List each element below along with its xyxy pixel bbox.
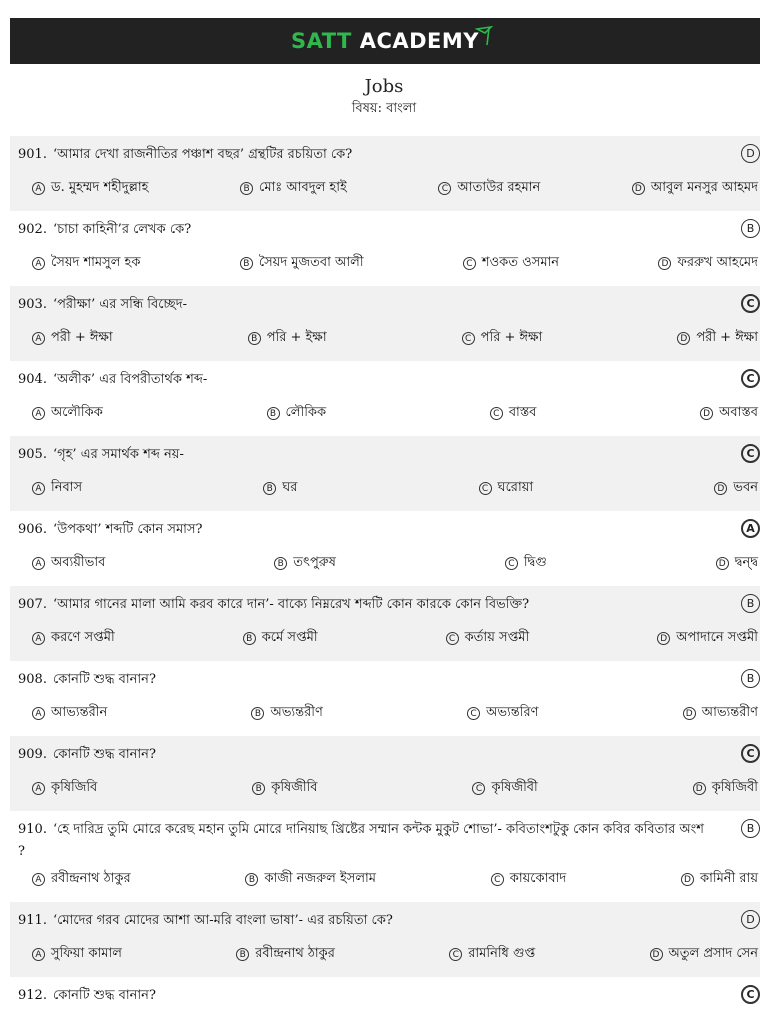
page-title: Jobs [364, 76, 404, 97]
options-row [10, 322, 760, 355]
option-d[interactable] [657, 628, 758, 649]
option-letter-badge: C [449, 948, 462, 961]
question-number: 902. [18, 222, 47, 237]
option-a[interactable] [32, 253, 140, 274]
option-c[interactable] [449, 944, 535, 965]
option-text: কায়কোবাদ [509, 871, 567, 886]
brand-satt: SATT [290, 29, 352, 53]
option-letter-badge: B [236, 948, 249, 961]
option-text: দ্বিগু [523, 555, 547, 570]
option-b[interactable] [245, 869, 376, 890]
question-text [10, 669, 172, 691]
option-letter-badge: A [32, 948, 45, 961]
option-letter-badge: C [479, 482, 492, 495]
option-text: ড. মুহম্মদ শহীদুল্লাহ [51, 180, 149, 195]
option-c[interactable] [467, 703, 538, 724]
option-letter-badge: B [252, 782, 265, 795]
option-a[interactable] [32, 703, 107, 724]
answer-badge: B [741, 819, 760, 838]
option-text: সৈয়দ শামসুল হক [51, 255, 141, 270]
question-number: 901. [18, 147, 47, 162]
option-text: কর্মে সপ্তমী [261, 630, 318, 645]
option-d[interactable] [681, 869, 758, 890]
option-b[interactable] [240, 178, 347, 199]
option-text: দ্বন্দ্ব [734, 555, 758, 570]
question-body: ‘আমার গানের মালা আমি করব কারে দান’- বাক্যে নিম্নরেখ শব্দটি কোন কারকে কোন বিভক্তি? [52, 597, 530, 612]
option-letter-badge: B [245, 873, 258, 886]
answer-badge: C [741, 985, 760, 1004]
option-c[interactable] [472, 778, 537, 799]
option-letter-badge: D [677, 332, 690, 345]
question-number: 908. [18, 672, 47, 687]
option-a[interactable] [32, 944, 122, 965]
option-a[interactable] [32, 628, 115, 649]
option-text: সুফিয়া কামাল [51, 946, 122, 961]
question-number: 906. [18, 522, 47, 537]
question-item [10, 661, 760, 736]
option-letter-badge: C [446, 632, 459, 645]
question-item [10, 361, 760, 436]
question-body: কোনটি শুদ্ধ বানান? [52, 988, 156, 1003]
option-b[interactable] [263, 478, 297, 499]
question-body: ‘মোদের গরব মোদের আশা আ-মরি বাংলা ভাষা’- এর রচয়িতা কে? [52, 913, 393, 928]
question-row [10, 144, 760, 172]
question-text [10, 369, 223, 391]
question-row [10, 594, 760, 622]
option-text: কামিনী রায় [699, 871, 758, 886]
option-letter-badge: A [32, 632, 45, 645]
option-text: সৈয়দ মুজতবা আলী [258, 255, 364, 270]
option-d[interactable] [677, 328, 758, 349]
option-a[interactable] [32, 178, 148, 199]
option-text: মোঃ আবদুল হাই [259, 180, 347, 195]
option-letter-badge: D [681, 873, 694, 886]
question-item [10, 811, 760, 902]
options-row [10, 863, 760, 896]
option-c[interactable] [463, 253, 559, 274]
option-letter-badge: D [714, 482, 727, 495]
answer-badge: B [741, 669, 760, 688]
option-letter-badge: A [32, 873, 45, 886]
option-text: কৃষিজিবী [711, 780, 758, 795]
question-body: ‘উপকথা’ শব্দটি কোন সমাস? [52, 522, 203, 537]
options-row [10, 938, 760, 971]
option-letter-badge: C [467, 707, 480, 720]
option-letter-badge: A [32, 782, 45, 795]
question-row [10, 369, 760, 397]
question-text [10, 444, 200, 466]
options-row [10, 397, 760, 430]
question-text [10, 819, 724, 863]
option-text: শওকত ওসমান [481, 255, 560, 270]
option-a[interactable] [32, 328, 113, 349]
question-row [10, 294, 760, 322]
question-body: ‘আমার দেখা রাজনীতির পঞ্চাশ বছর’ গ্রন্থটির রচয়িতা কে? [52, 147, 353, 162]
question-item [10, 511, 760, 586]
option-letter-badge: B [240, 182, 253, 195]
question-item [10, 977, 760, 1019]
option-text: ভবন [733, 480, 758, 495]
question-item [10, 211, 760, 286]
option-letter-badge: C [491, 873, 504, 886]
options-row [10, 172, 760, 205]
option-text: নিবাস [51, 480, 83, 495]
question-text [10, 519, 219, 541]
question-text [10, 294, 203, 316]
option-text: আভ্যন্তরীন [51, 705, 108, 720]
option-text: কর্তায় সপ্তমী [464, 630, 530, 645]
option-text: অভ্যন্তরীণ [270, 705, 323, 720]
option-text: করণে সপ্তমী [51, 630, 115, 645]
option-letter-badge: A [32, 332, 45, 345]
question-item [10, 736, 760, 811]
question-item [10, 436, 760, 511]
option-b[interactable] [251, 703, 322, 724]
options-row [10, 772, 760, 805]
answer-badge: B [741, 594, 760, 613]
question-row [10, 819, 760, 863]
option-a[interactable] [32, 403, 103, 424]
answer-badge: C [741, 369, 760, 388]
options-row [10, 472, 760, 505]
option-d[interactable] [714, 478, 758, 499]
option-letter-badge: D [657, 632, 670, 645]
option-c[interactable] [438, 178, 540, 199]
question-row [10, 910, 760, 938]
option-c[interactable] [462, 328, 543, 349]
option-letter-badge: C [490, 407, 503, 420]
option-letter-badge: A [32, 407, 45, 420]
question-list [10, 136, 760, 1019]
option-b[interactable] [252, 778, 317, 799]
option-text: পরি + ইক্ষা [266, 330, 327, 345]
answer-badge: A [741, 519, 760, 538]
option-letter-badge: B [251, 707, 264, 720]
option-text: তৎপুরুষ [293, 555, 336, 570]
question-number: 911. [18, 913, 47, 928]
option-text: বাস্তব [508, 405, 537, 420]
title-block [0, 76, 768, 118]
header-bar [10, 18, 760, 64]
question-text [10, 594, 545, 616]
question-number: 904. [18, 372, 47, 387]
option-letter-badge: C [462, 332, 475, 345]
question-row [10, 744, 760, 772]
option-letter-badge: D [650, 948, 663, 961]
option-d[interactable] [716, 553, 758, 574]
option-text: পরী + ঈক্ষা [51, 330, 113, 345]
option-d[interactable] [658, 253, 758, 274]
question-item [10, 902, 760, 977]
option-text: অপাদানে সপ্তমী [676, 630, 758, 645]
option-letter-badge: C [438, 182, 451, 195]
options-row [10, 697, 760, 730]
subject-label: বিষয়: বাংলা [351, 101, 417, 116]
option-letter-badge: A [32, 482, 45, 495]
option-letter-badge: B [263, 482, 276, 495]
brand-logo [291, 29, 479, 53]
question-text [10, 910, 409, 932]
option-text: আভ্যন্তরীণ [701, 705, 758, 720]
option-text: আবুল মনসুর আহমদ [650, 180, 758, 195]
option-letter-badge: C [472, 782, 485, 795]
option-b[interactable] [274, 553, 336, 574]
option-letter-badge: B [248, 332, 261, 345]
option-letter-badge: B [240, 257, 253, 270]
question-row [10, 985, 760, 1013]
option-a[interactable] [32, 869, 131, 890]
question-body: কোনটি শুদ্ধ বানান? [52, 672, 156, 687]
option-a[interactable] [32, 553, 105, 574]
options-row [10, 547, 760, 580]
option-a[interactable] [32, 778, 97, 799]
option-d[interactable] [683, 703, 758, 724]
question-body: ‘চাচা কাহিনী’র লেখক কে? [52, 222, 192, 237]
option-letter-badge: D [632, 182, 645, 195]
question-body: ‘হে দারিদ্র তুমি মোরে করেছ মহান তুমি মোরে দানিয়াছ খ্রিষ্টের সম্মান কন্টক মুকুট শোভা’- কবিতাংশটুকু কোন কবির কবিতার অংশ ? [18, 822, 704, 859]
option-letter-badge: C [505, 557, 518, 570]
question-body: ‘অলীক’ এর বিপরীতার্থক শব্দ- [52, 372, 208, 387]
option-text: পরি + ঈক্ষা [480, 330, 543, 345]
option-c[interactable] [479, 478, 534, 499]
question-body: কোনটি শুদ্ধ বানান? [52, 747, 156, 762]
question-item [10, 586, 760, 661]
option-d[interactable] [700, 403, 758, 424]
option-text: কৃষিজীবি [271, 780, 318, 795]
question-number: 912. [18, 988, 47, 1003]
question-number: 903. [18, 297, 47, 312]
option-text: পরী + ঈক্ষা [696, 330, 758, 345]
question-item [10, 286, 760, 361]
option-c[interactable] [490, 403, 537, 424]
question-text [10, 219, 207, 241]
question-body: ‘পরীক্ষা’ এর সন্ধি বিচ্ছেদ- [52, 297, 187, 312]
option-letter-badge: D [716, 557, 729, 570]
question-text [10, 144, 368, 166]
question-number: 905. [18, 447, 47, 462]
option-d[interactable] [632, 178, 758, 199]
question-row [10, 219, 760, 247]
option-b[interactable] [248, 328, 327, 349]
answer-badge: B [741, 219, 760, 238]
question-row [10, 669, 760, 697]
question-number: 909. [18, 747, 47, 762]
option-text: রবীন্দ্রনাথ ঠাকুর [255, 946, 335, 961]
answer-badge: C [741, 744, 760, 763]
brand-academy: ACADEMY [359, 29, 479, 53]
option-text: লৌকিক [285, 405, 327, 420]
option-text: ঘরোয়া [497, 480, 534, 495]
options-row [10, 247, 760, 280]
option-letter-badge: A [32, 557, 45, 570]
option-b[interactable] [236, 944, 335, 965]
option-text: ঘর [282, 480, 298, 495]
option-text: কৃষিজিবি [51, 780, 98, 795]
question-body: ‘গৃহ’ এর সমার্থক শব্দ নয়- [52, 447, 184, 462]
options-row [10, 622, 760, 655]
option-text: ফররুখ আহমেদ [677, 255, 758, 270]
option-text: অবাস্তব [719, 405, 758, 420]
graduation-cap-icon [475, 23, 493, 49]
option-b[interactable] [243, 628, 318, 649]
question-row [10, 519, 760, 547]
option-b[interactable] [267, 403, 327, 424]
option-text: কাজী নজরুল ইসলাম [264, 871, 376, 886]
answer-badge: D [741, 910, 760, 929]
option-text: অতুল প্রসাদ সেন [668, 946, 758, 961]
option-letter-badge: A [32, 707, 45, 720]
option-c[interactable] [505, 553, 547, 574]
question-text [10, 985, 172, 1007]
option-a[interactable] [32, 478, 82, 499]
option-d[interactable] [650, 944, 758, 965]
option-letter-badge: D [693, 782, 706, 795]
option-letter-badge: A [32, 257, 45, 270]
option-letter-badge: D [700, 407, 713, 420]
question-row [10, 444, 760, 472]
option-letter-badge: A [32, 182, 45, 195]
option-text: রবীন্দ্রনাথ ঠাকুর [51, 871, 131, 886]
option-letter-badge: D [683, 707, 696, 720]
option-letter-badge: C [463, 257, 476, 270]
option-text: আতাউর রহমান [457, 180, 541, 195]
option-b[interactable] [240, 253, 364, 274]
question-number: 910. [18, 822, 47, 837]
option-letter-badge: B [243, 632, 256, 645]
option-text: কৃষিজীবী [491, 780, 538, 795]
option-text: অভ্যন্তরিণ [486, 705, 539, 720]
option-text: রামনিধি গুপ্ত [468, 946, 536, 961]
question-text [10, 744, 172, 766]
question-item [10, 136, 760, 211]
answer-badge: D [741, 144, 760, 163]
answer-badge: C [741, 444, 760, 463]
option-d[interactable] [693, 778, 758, 799]
option-text: অব্যয়ীভাব [51, 555, 106, 570]
question-number: 907. [18, 597, 47, 612]
option-text: অলৌকিক [51, 405, 103, 420]
option-letter-badge: B [267, 407, 280, 420]
option-letter-badge: B [274, 557, 287, 570]
option-c[interactable] [491, 869, 566, 890]
option-c[interactable] [446, 628, 530, 649]
answer-badge: C [741, 294, 760, 313]
option-letter-badge: D [658, 257, 671, 270]
